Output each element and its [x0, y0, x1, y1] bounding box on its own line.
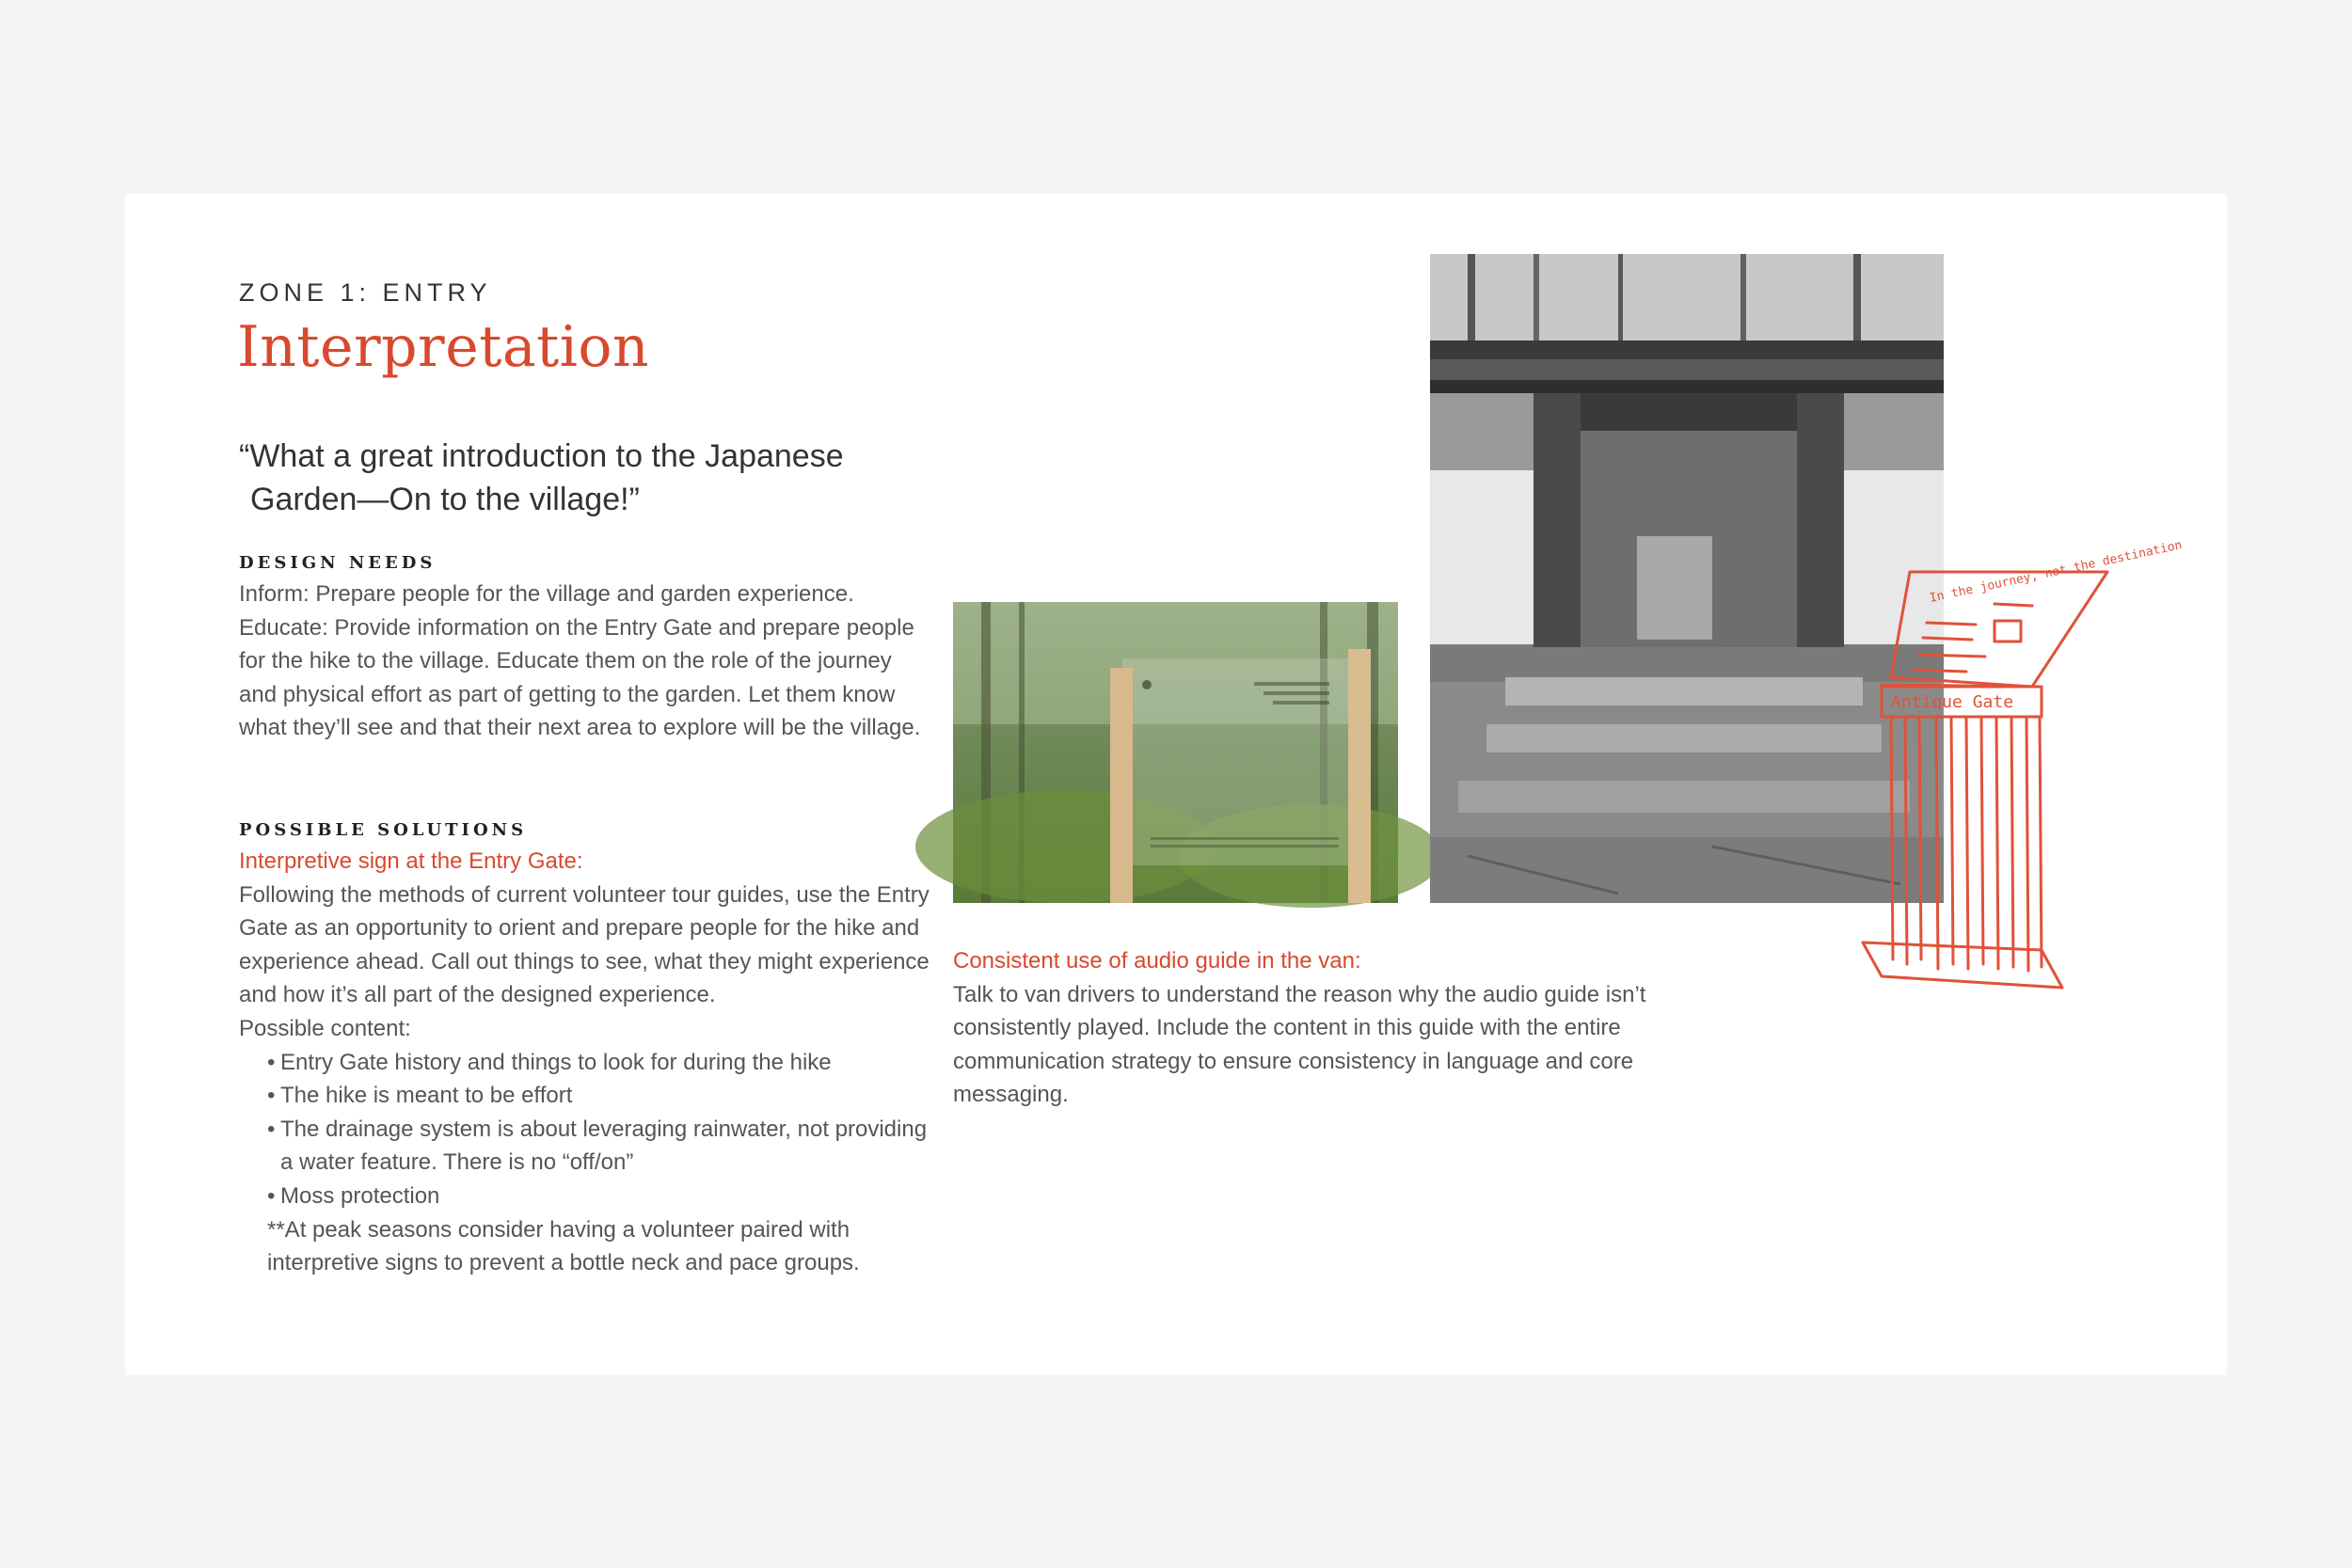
possible-content-list	[239, 1046, 935, 1213]
visitor-quote	[239, 435, 954, 521]
sign-sketch	[1853, 538, 2184, 1006]
design-needs-heading: DESIGN NEEDS	[239, 553, 437, 573]
list-item: • Moss protection	[267, 1180, 935, 1213]
audio-guide-block	[953, 944, 1649, 1112]
audio-guide-heading: Consistent use of audio guide in the van:	[953, 948, 1361, 974]
sign-photo	[953, 602, 1398, 903]
possible-solutions-block	[239, 845, 935, 1280]
zone-label: ZONE 1: ENTRY	[239, 278, 492, 307]
possible-solutions-body: Following the methods of current volunteer tour guides, use the Entry Gate as an opportunity to orient and prepare people for the hike and experience ahead. Call out things to see, what they might experience and how it’s all part of the designed experience.	[239, 881, 930, 1008]
list-item: • Entry Gate history and things to look for during the hike	[267, 1046, 935, 1080]
sketch-note: In the journey, not the destination	[1928, 538, 2184, 606]
quote-line-1: “What a great introduction to the Japanese	[239, 438, 844, 474]
page-title: Interpretation	[237, 314, 650, 380]
list-item: • The hike is meant to be effort	[267, 1079, 935, 1113]
possible-solutions-heading: POSSIBLE SOLUTIONS	[239, 820, 528, 840]
sign-photo-image	[953, 602, 1398, 903]
sign-sketch-drawing	[1853, 538, 2184, 1006]
design-needs-body: Inform: Prepare people for the village and garden experience. Educate: Provide information on the Entry Gate and prepare people for the hike to the village. Educate them on the role of the journey and physical effort as part of getting to the garden. Let them know what they’ll see and that their next area to explore will be the village.	[239, 581, 921, 741]
sketch-label: Antique Gate	[1891, 692, 2014, 712]
quote-line-2: Garden—On to the village!”	[250, 482, 640, 517]
possible-content-label: Possible content:	[239, 1015, 411, 1041]
audio-guide-body: Talk to van drivers to understand the reason why the audio guide isn’t consistently played. Include the content in this guide with the entire communication strategy to ensure consistency in language and core messaging.	[953, 981, 1646, 1108]
interpretive-sign-subheading: Interpretive sign at the Entry Gate:	[239, 848, 583, 874]
peak-season-note: **At peak seasons consider having a volunteer paired with interpretive signs to prevent a bottle neck and pace groups.	[267, 1216, 860, 1276]
list-item: • The drainage system is about leveraging rainwater, not providing a water feature. There is no “off/on”	[267, 1113, 935, 1180]
